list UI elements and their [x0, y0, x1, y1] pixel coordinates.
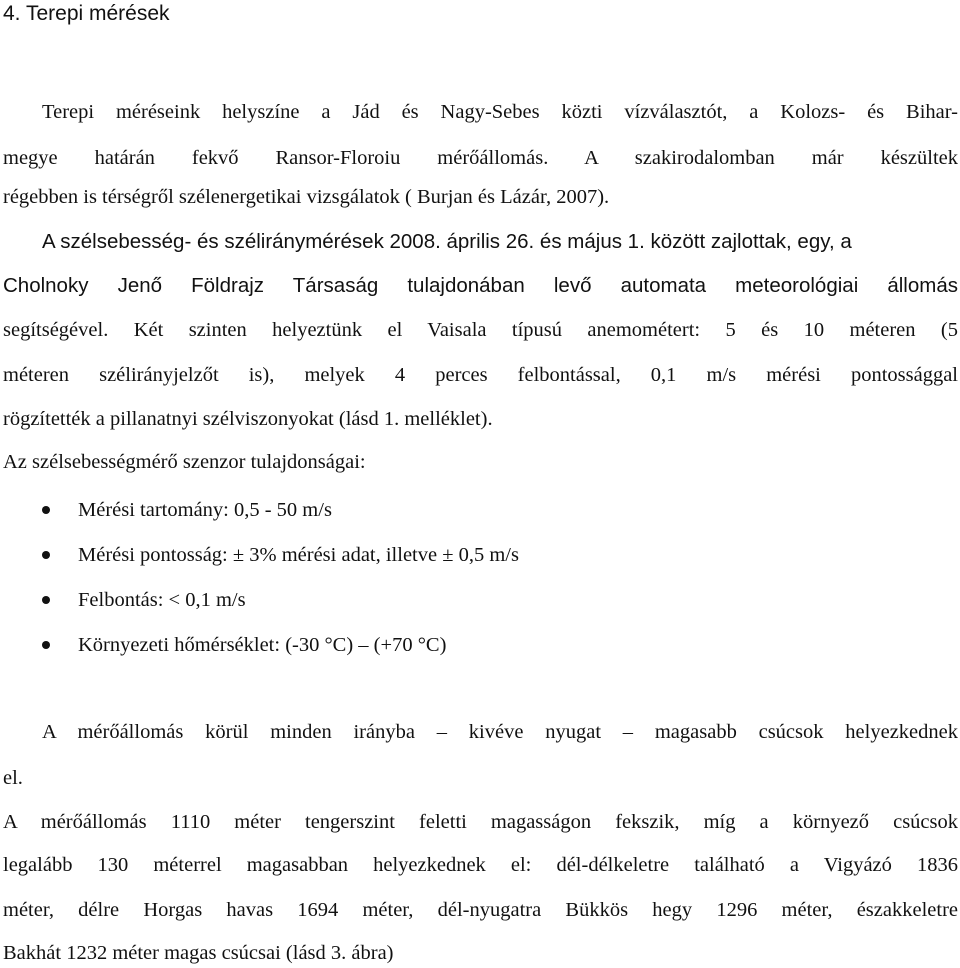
list-item — [42, 633, 446, 657]
paragraph-line: Bakhát 1232 méter magas csúcsai (lásd 3. ábra) — [3, 942, 394, 964]
paragraph-line: el. — [3, 767, 23, 789]
paragraph-line: segítségével. Két szinten helyeztünk el Vaisala típusú anemométert: 5 és 10 méteren (5 — [3, 319, 958, 341]
list-item — [42, 588, 246, 612]
paragraph-line: megye határán fekvő Ransor-Floroiu mérőállomás. A szakirodalomban már készültek — [3, 147, 958, 169]
paragraph-line: méteren szélirányjelzőt is), melyek 4 perces felbontással, 0,1 m/s mérési pontossággal — [3, 364, 958, 386]
section-heading: 4. Terepi mérések — [3, 2, 170, 25]
bullet-icon — [42, 596, 50, 604]
paragraph-line: régebben is térségről szélenergetikai vizsgálatok ( Burjan és Lázár, 2007). — [3, 186, 610, 208]
list-item-label: Mérési tartomány: 0,5 - 50 m/s — [78, 499, 332, 521]
bullet-icon — [42, 641, 50, 649]
paragraph-line: Terepi méréseink helyszíne a Jád és Nagy-Sebes közti vízválasztót, a Kolozs- és Bihar- — [42, 101, 958, 123]
list-item — [42, 498, 332, 522]
paragraph-line: legalább 130 méterrel magasabban helyezkednek el: dél-délkeletre található a Vigyázó 1836 — [3, 854, 958, 876]
list-item-label: Felbontás: < 0,1 m/s — [78, 589, 246, 611]
bullet-icon — [42, 506, 50, 514]
bullet-icon — [42, 551, 50, 559]
list-item-label: Környezeti hőmérséklet: (-30 °C) – (+70 °C) — [78, 634, 447, 656]
sensor-properties-heading: Az szélsebességmérő szenzor tulajdonságai: — [3, 451, 366, 473]
paragraph-line: méter, délre Horgas havas 1694 méter, dél-nyugatra Bükkös hegy 1296 méter, északkeletre — [3, 899, 958, 921]
paragraph-line: A mérőállomás 1110 méter tengerszint feletti magasságon fekszik, míg a környező csúcsok — [3, 811, 958, 833]
list-item — [42, 543, 519, 567]
paragraph-line: A szélsebesség- és széliránymérések 2008. április 26. és május 1. között zajlottak, egy, a — [42, 230, 852, 253]
list-item-label: Mérési pontosság: ± 3% mérési adat, illetve ± 0,5 m/s — [78, 544, 519, 566]
paragraph-line: A mérőállomás körül minden irányba – kivéve nyugat – magasabb csúcsok helyezkednek — [42, 721, 958, 743]
paragraph-line: Cholnoky Jenő Földrajz Társaság tulajdonában levő automata meteorológiai állomás — [3, 274, 958, 297]
paragraph-line: rögzítették a pillanatnyi szélviszonyokat (lásd 1. melléklet). — [3, 408, 493, 430]
